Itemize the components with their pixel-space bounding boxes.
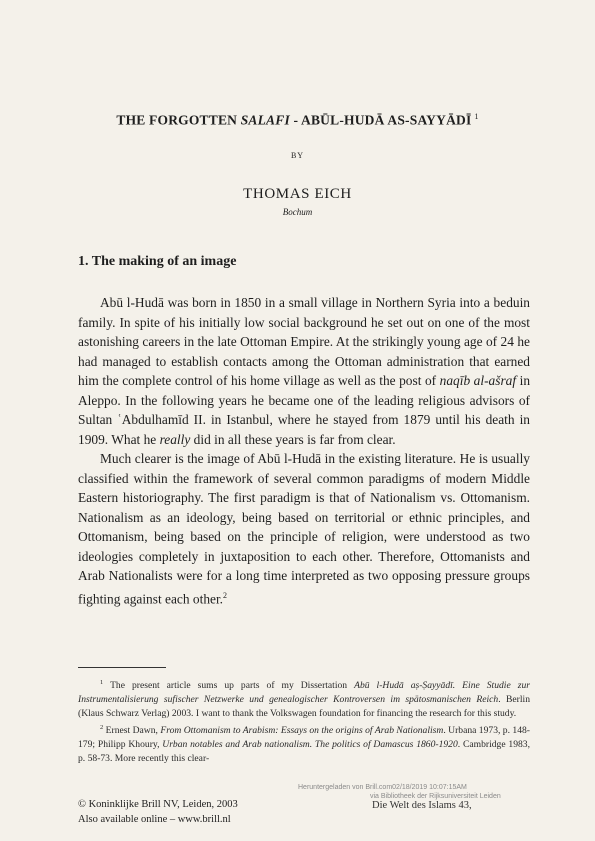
author-affiliation: Bochum [282, 207, 313, 217]
paragraph-1: Abū l-Hudā was born in 1850 in a small village in Northern Syria into a beduin family. In spite of his initially low social background he set out on one of the most astonishing careers in the late Ottoman Empire. At the strikingly young age of 24 he had managed to establish contacts among the Ottoman administration that earned him the complete control of his home village as well as the post of naqīb al-ašraf in Aleppo. In the following years he became one of the leading religious advisors of Sultan ʿAbdulhamīd II. in Istanbul, where he stayed from 1879 until his death in 1909. What he really did in all these years is far from clear. [78, 295, 531, 447]
footnote-ref-2[interactable]: 2 [223, 590, 228, 600]
footnote-2: $^2$ Ernest Dawn, From Ottomanism to Arabism: Essays on the origins of Arab Nationalism. Urbana 1973, p. 148-179; Philipp Khoury, Urban notables and Arab nationalism. The politics of Damascus 1860-1920. Cambridge 1983, p. 58-73. More recently this clear- [78, 724, 530, 765]
footnote-divider [78, 667, 166, 668]
paragraph-2: Much clearer is the image of Abū l-Hudā in the existing literature. He is usually classified within the framework of several common paradigms of modern Middle Eastern historiography. The first paradigm is that of Nationalism vs. Ottomanism. Nationalism as an ideology, being based on territorial or ethnic principles, and Ottomanism, being based on the principle of religion, were understood as two ideologies completely in juxtaposition to each other. Therefore, Ottomanists and Arab Nationalists were for a long time interpreted as two opposing pressure groups fighting against each other.$^2$ [78, 451, 530, 606]
copyright-notice [78, 797, 238, 827]
download-stamp: Heruntergeladen von Brill.com02/18/2019 10:07:15AM via Bibliotheek der Rijksuniversiteit Leiden [298, 784, 501, 800]
article-title: THE FORGOTTEN SALAFI - ABŪL-HUDĀ AS-SAYYĀDĪ $^1$ [116, 112, 479, 128]
title-footnote-ref[interactable]: 1 [474, 112, 479, 121]
online-availability: Also available online – www.brill.nl [78, 814, 231, 825]
journal-reference: Die Welt des Islams 43, [372, 800, 472, 811]
body-text [78, 293, 530, 608]
footnotes [78, 676, 530, 766]
byline: BY [290, 151, 305, 160]
footnote-1: $^1$ The present article sums up parts of my Dissertation Abū l-Hudā aṣ-Ṣayyādī. Eine Studie zur Instrumentalisierung sufischer Netzwerke und genealogischer Kontroversen im spätosmanischen Reich. Berlin (Klaus Schwarz Verlag) 2003. I want to thank the Volkswagen foundation for financing the research for this study. [78, 679, 530, 720]
copyright-line: © Koninklijke Brill NV, Leiden, 2003 [78, 799, 238, 810]
author-name: THOMAS EICH [243, 186, 352, 202]
section-heading: 1. The making of an image [78, 254, 237, 269]
